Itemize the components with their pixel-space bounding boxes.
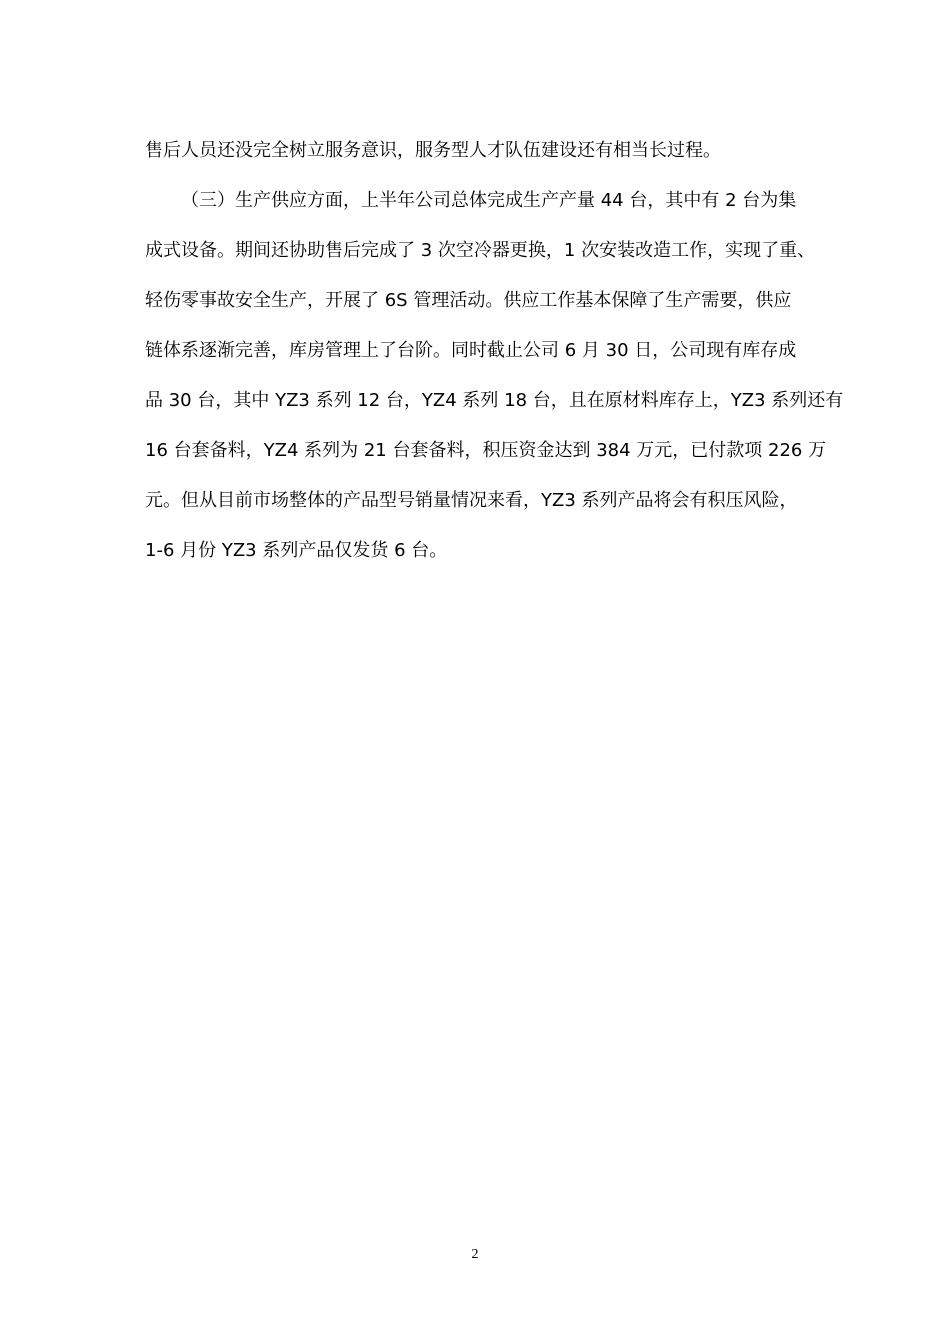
text-line-4: 轻伤零事故安全生产，开展了 6S 管理活动。供应工作基本保障了生产需要，供应 xyxy=(145,290,792,311)
text-line-5: 链体系逐渐完善，库房管理上了台阶。同时截止公司 6 月 30 日，公司现有库存成 xyxy=(145,340,797,361)
text-line-1: 售后人员还没完全树立服务意识，服务型人才队伍建设还有相当长过程。 xyxy=(145,140,721,161)
text-line-2: （三）生产供应方面，上半年公司总体完成生产产量 44 台，其中有 2 台为集 xyxy=(181,190,797,211)
text-line-3: 成式设备。期间还协助售后完成了 3 次空冷器更换，1 次安装改造工作，实现了重、 xyxy=(145,240,816,261)
text-line-7: 16 台套备料，YZ4 系列为 21 台套备料，积压资金达到 384 万元，已付款项 226 万 xyxy=(145,440,827,461)
text-line-9: 1-6 月份 YZ3 系列产品仅发货 6 台。 xyxy=(145,540,448,561)
page-number: 2 xyxy=(471,1247,479,1262)
text-line-8: 元。但从目前市场整体的产品型号销量情况来看，YZ3 系列产品将会有积压风险， xyxy=(145,490,798,511)
text-line-6: 品 30 台，其中 YZ3 系列 12 台，YZ4 系列 18 台，且在原材料库存上，YZ3 系列还有 xyxy=(145,390,844,411)
